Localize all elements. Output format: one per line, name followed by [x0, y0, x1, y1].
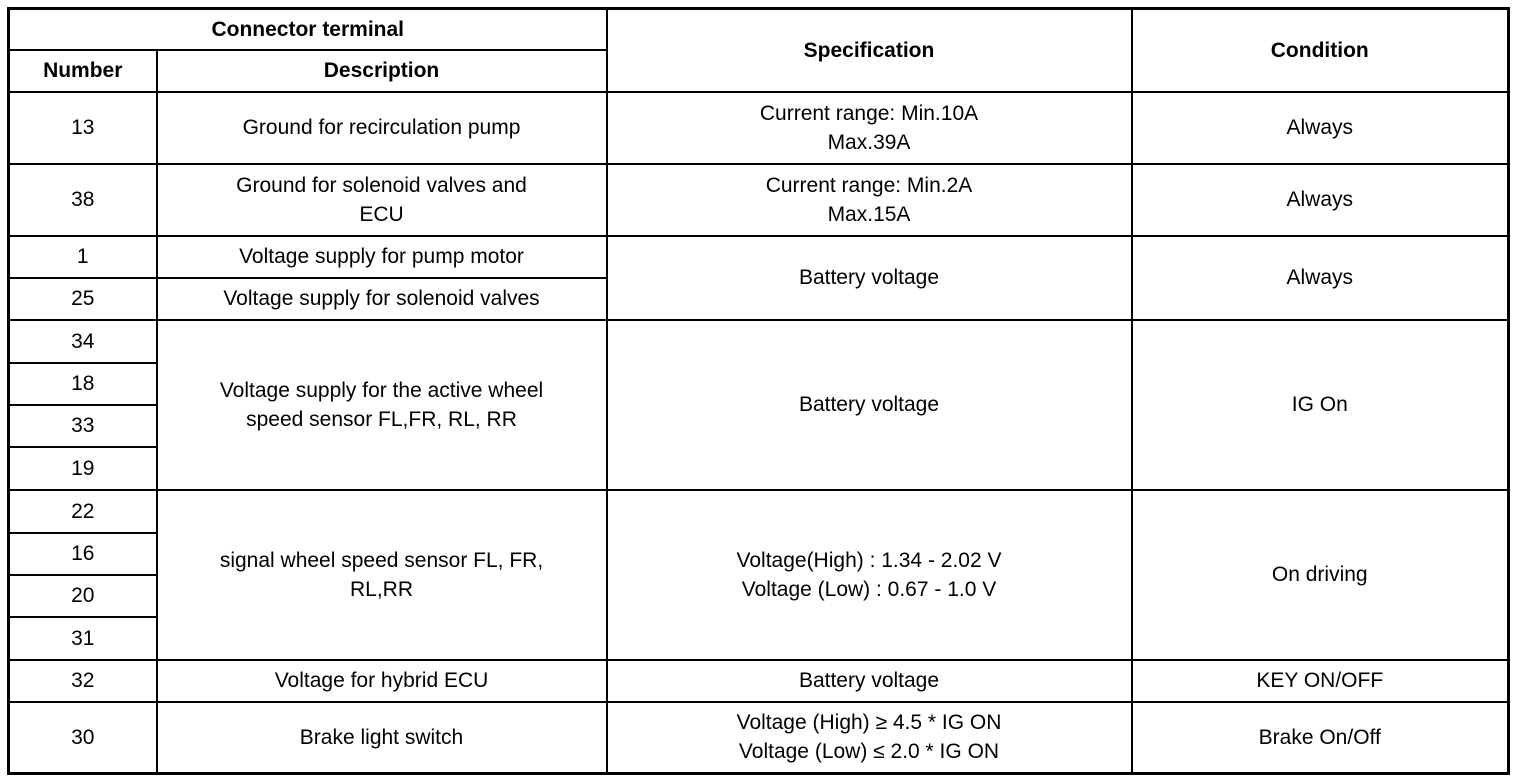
- connector-terminal-table: [7, 7, 1510, 775]
- description-line: RL,RR: [349, 577, 413, 601]
- terminal-description: Voltage for hybrid ECU: [157, 660, 607, 702]
- terminal-number: 18: [9, 363, 157, 405]
- terminal-number: 30: [9, 702, 157, 774]
- terminal-specification: Battery voltage: [607, 660, 1132, 702]
- terminal-specification: [607, 490, 1132, 660]
- header-specification: Specification: [607, 9, 1132, 92]
- terminal-number: 33: [9, 405, 157, 447]
- table-row: [9, 164, 1509, 236]
- spec-line: Current range: Min.10A: [759, 101, 979, 125]
- terminal-condition: Always: [1132, 92, 1509, 164]
- terminal-number: 34: [9, 320, 157, 363]
- terminal-number: 25: [9, 278, 157, 320]
- spec-line: Voltage (Low) ≤ 2.0 * IG ON: [738, 740, 1000, 764]
- terminal-specification: [607, 164, 1132, 236]
- terminal-number: 38: [9, 164, 157, 236]
- description-line: Ground for solenoid valves and: [236, 173, 527, 197]
- terminal-number: 16: [9, 533, 157, 575]
- terminal-number: 31: [9, 617, 157, 660]
- spec-line: Max.39A: [827, 130, 911, 154]
- spec-line: Voltage(High) : 1.34 - 2.02 V: [736, 548, 1002, 572]
- header-description: Description: [157, 50, 607, 92]
- terminal-number: 20: [9, 575, 157, 617]
- table-row: [9, 490, 1509, 533]
- terminal-description: [157, 320, 607, 490]
- header-condition: Condition: [1132, 9, 1509, 92]
- description-line: Voltage supply for the active wheel: [219, 378, 544, 402]
- terminal-condition: IG On: [1132, 320, 1509, 490]
- terminal-condition: On driving: [1132, 490, 1509, 660]
- table-row: [9, 320, 1509, 363]
- terminal-description: Voltage supply for pump motor: [157, 236, 607, 278]
- terminal-number: 19: [9, 447, 157, 490]
- terminal-number: 1: [9, 236, 157, 278]
- description-line: speed sensor FL,FR, RL, RR: [246, 407, 517, 431]
- table-row: [9, 702, 1509, 774]
- spec-line: Current range: Min.2A: [765, 173, 973, 197]
- terminal-condition: KEY ON/OFF: [1132, 660, 1509, 702]
- table-row: [9, 236, 1509, 278]
- table-row: [9, 92, 1509, 164]
- terminal-specification: Battery voltage: [607, 236, 1132, 320]
- spec-line: Voltage (High) ≥ 4.5 * IG ON: [736, 711, 1002, 735]
- header-connector-terminal: Connector terminal: [9, 9, 607, 50]
- table-row: [9, 660, 1509, 702]
- terminal-number: 32: [9, 660, 157, 702]
- terminal-condition: Brake On/Off: [1132, 702, 1509, 774]
- spec-line: Max.15A: [827, 202, 911, 226]
- terminal-condition: Always: [1132, 236, 1509, 320]
- spec-line: Voltage (Low) : 0.67 - 1.0 V: [741, 577, 997, 601]
- description-line: ECU: [359, 202, 404, 226]
- terminal-condition: Always: [1132, 164, 1509, 236]
- terminal-number: 13: [9, 92, 157, 164]
- terminal-specification: [607, 702, 1132, 774]
- terminal-description: [157, 164, 607, 236]
- header-number: Number: [9, 50, 157, 92]
- terminal-description: Brake light switch: [157, 702, 607, 774]
- terminal-description: Ground for recirculation pump: [157, 92, 607, 164]
- terminal-number: 22: [9, 490, 157, 533]
- terminal-description: [157, 490, 607, 660]
- terminal-specification: Battery voltage: [607, 320, 1132, 490]
- terminal-specification: [607, 92, 1132, 164]
- terminal-description: Voltage supply for solenoid valves: [157, 278, 607, 320]
- description-line: signal wheel speed sensor FL, FR,: [219, 548, 544, 572]
